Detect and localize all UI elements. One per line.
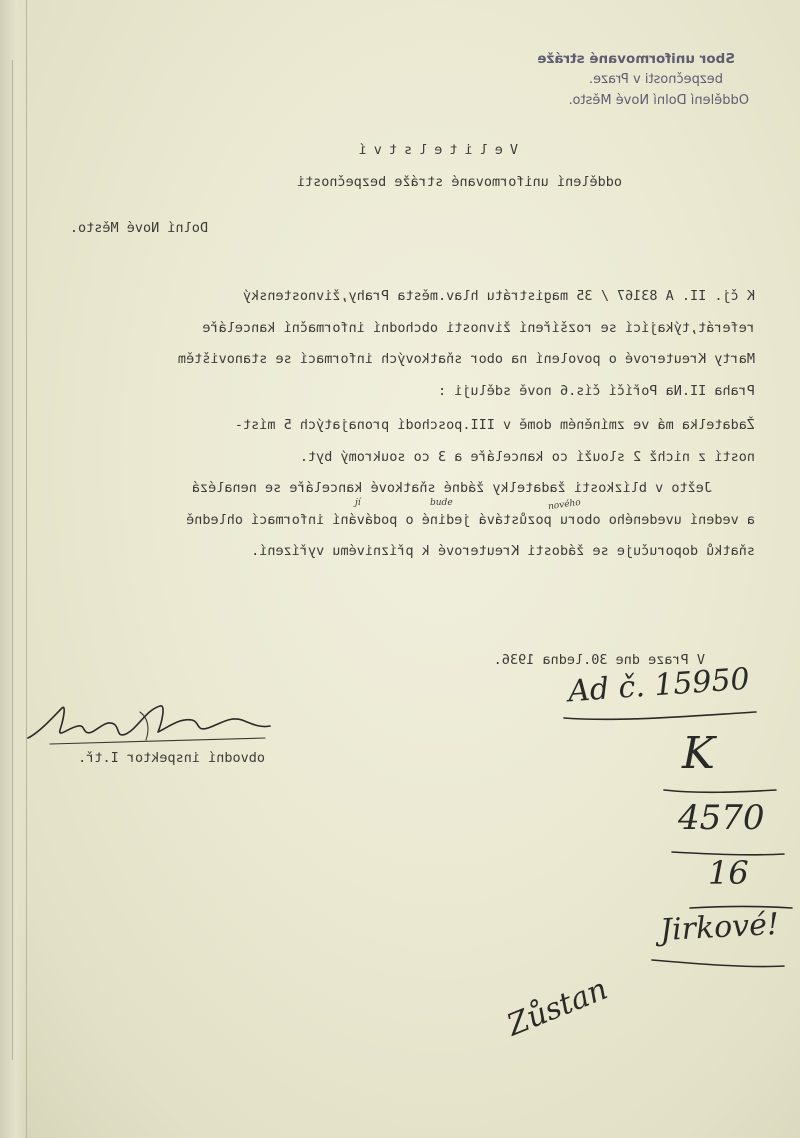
- handwritten-fraction: 16: [708, 854, 749, 892]
- document-title: Velitelství: [351, 142, 518, 158]
- body-line: referát,týkající se rozšíření živnosti obchodní informační kanceláře: [202, 320, 755, 336]
- handwritten-reference: Ad č. 15950: [567, 661, 751, 710]
- stamp-line-1: Sbor uniformované stráže: [537, 51, 735, 67]
- handwritten-word: Jirkové!: [659, 906, 780, 949]
- reference-underline: [560, 708, 760, 728]
- paper-fold-line: [12, 60, 13, 1060]
- stamp-line-2: bezpečnosti v Praze.: [589, 72, 723, 87]
- date-line: V Praze dne 30.ledna 1936.: [493, 652, 705, 668]
- word-underline: [648, 954, 788, 974]
- document-subtitle: oddělení uniformované stráže bezpečnosti: [296, 174, 622, 190]
- handwritten-note: Zůstan: [502, 971, 613, 1044]
- paper-left-edge: [0, 0, 27, 1138]
- body-line: K čj. II. A 83167 / 35 magistrátu hlav.města Prahy,živnostenský: [242, 288, 755, 304]
- body-line: Marty Kreuterové o povolení na obor sňatkových informací se stanovištěm: [177, 351, 755, 367]
- body-line: a vedení uvedeného oboru pozůstává jediné o podávání informací ohledně: [186, 512, 755, 528]
- signature-title: obvodní inspektor I.tř.: [78, 750, 265, 766]
- body-line: sňatků doporučuje se žádosti Kreuterové k příznivému vyřízení.: [251, 543, 755, 559]
- addressee: Dolní Nové Město.: [69, 220, 208, 236]
- body-line: Praha II.Na Poříčí čís.6 nově sděluji :: [438, 383, 755, 399]
- body-line: Žadatelka má ve zmíněném domě v III.poschodí pronajatých 5 míst-: [234, 417, 755, 433]
- interlinear-insertion: jí: [355, 498, 361, 508]
- interlinear-insertion: nového: [547, 497, 582, 513]
- handwritten-mark: K: [682, 728, 715, 779]
- interlinear-insertion: bude: [430, 498, 453, 508]
- body-line: Ježto v blízkosti žadatelky žádné sňatkové kanceláře se nenalézá: [191, 480, 712, 496]
- body-line: ností z nichž 2 slouží co kanceláře a 3 co soukromý byt.: [299, 449, 755, 465]
- stamp-line-3: Oddělení Dolní Nové Město.: [568, 93, 749, 108]
- handwritten-number: 4570: [678, 798, 765, 838]
